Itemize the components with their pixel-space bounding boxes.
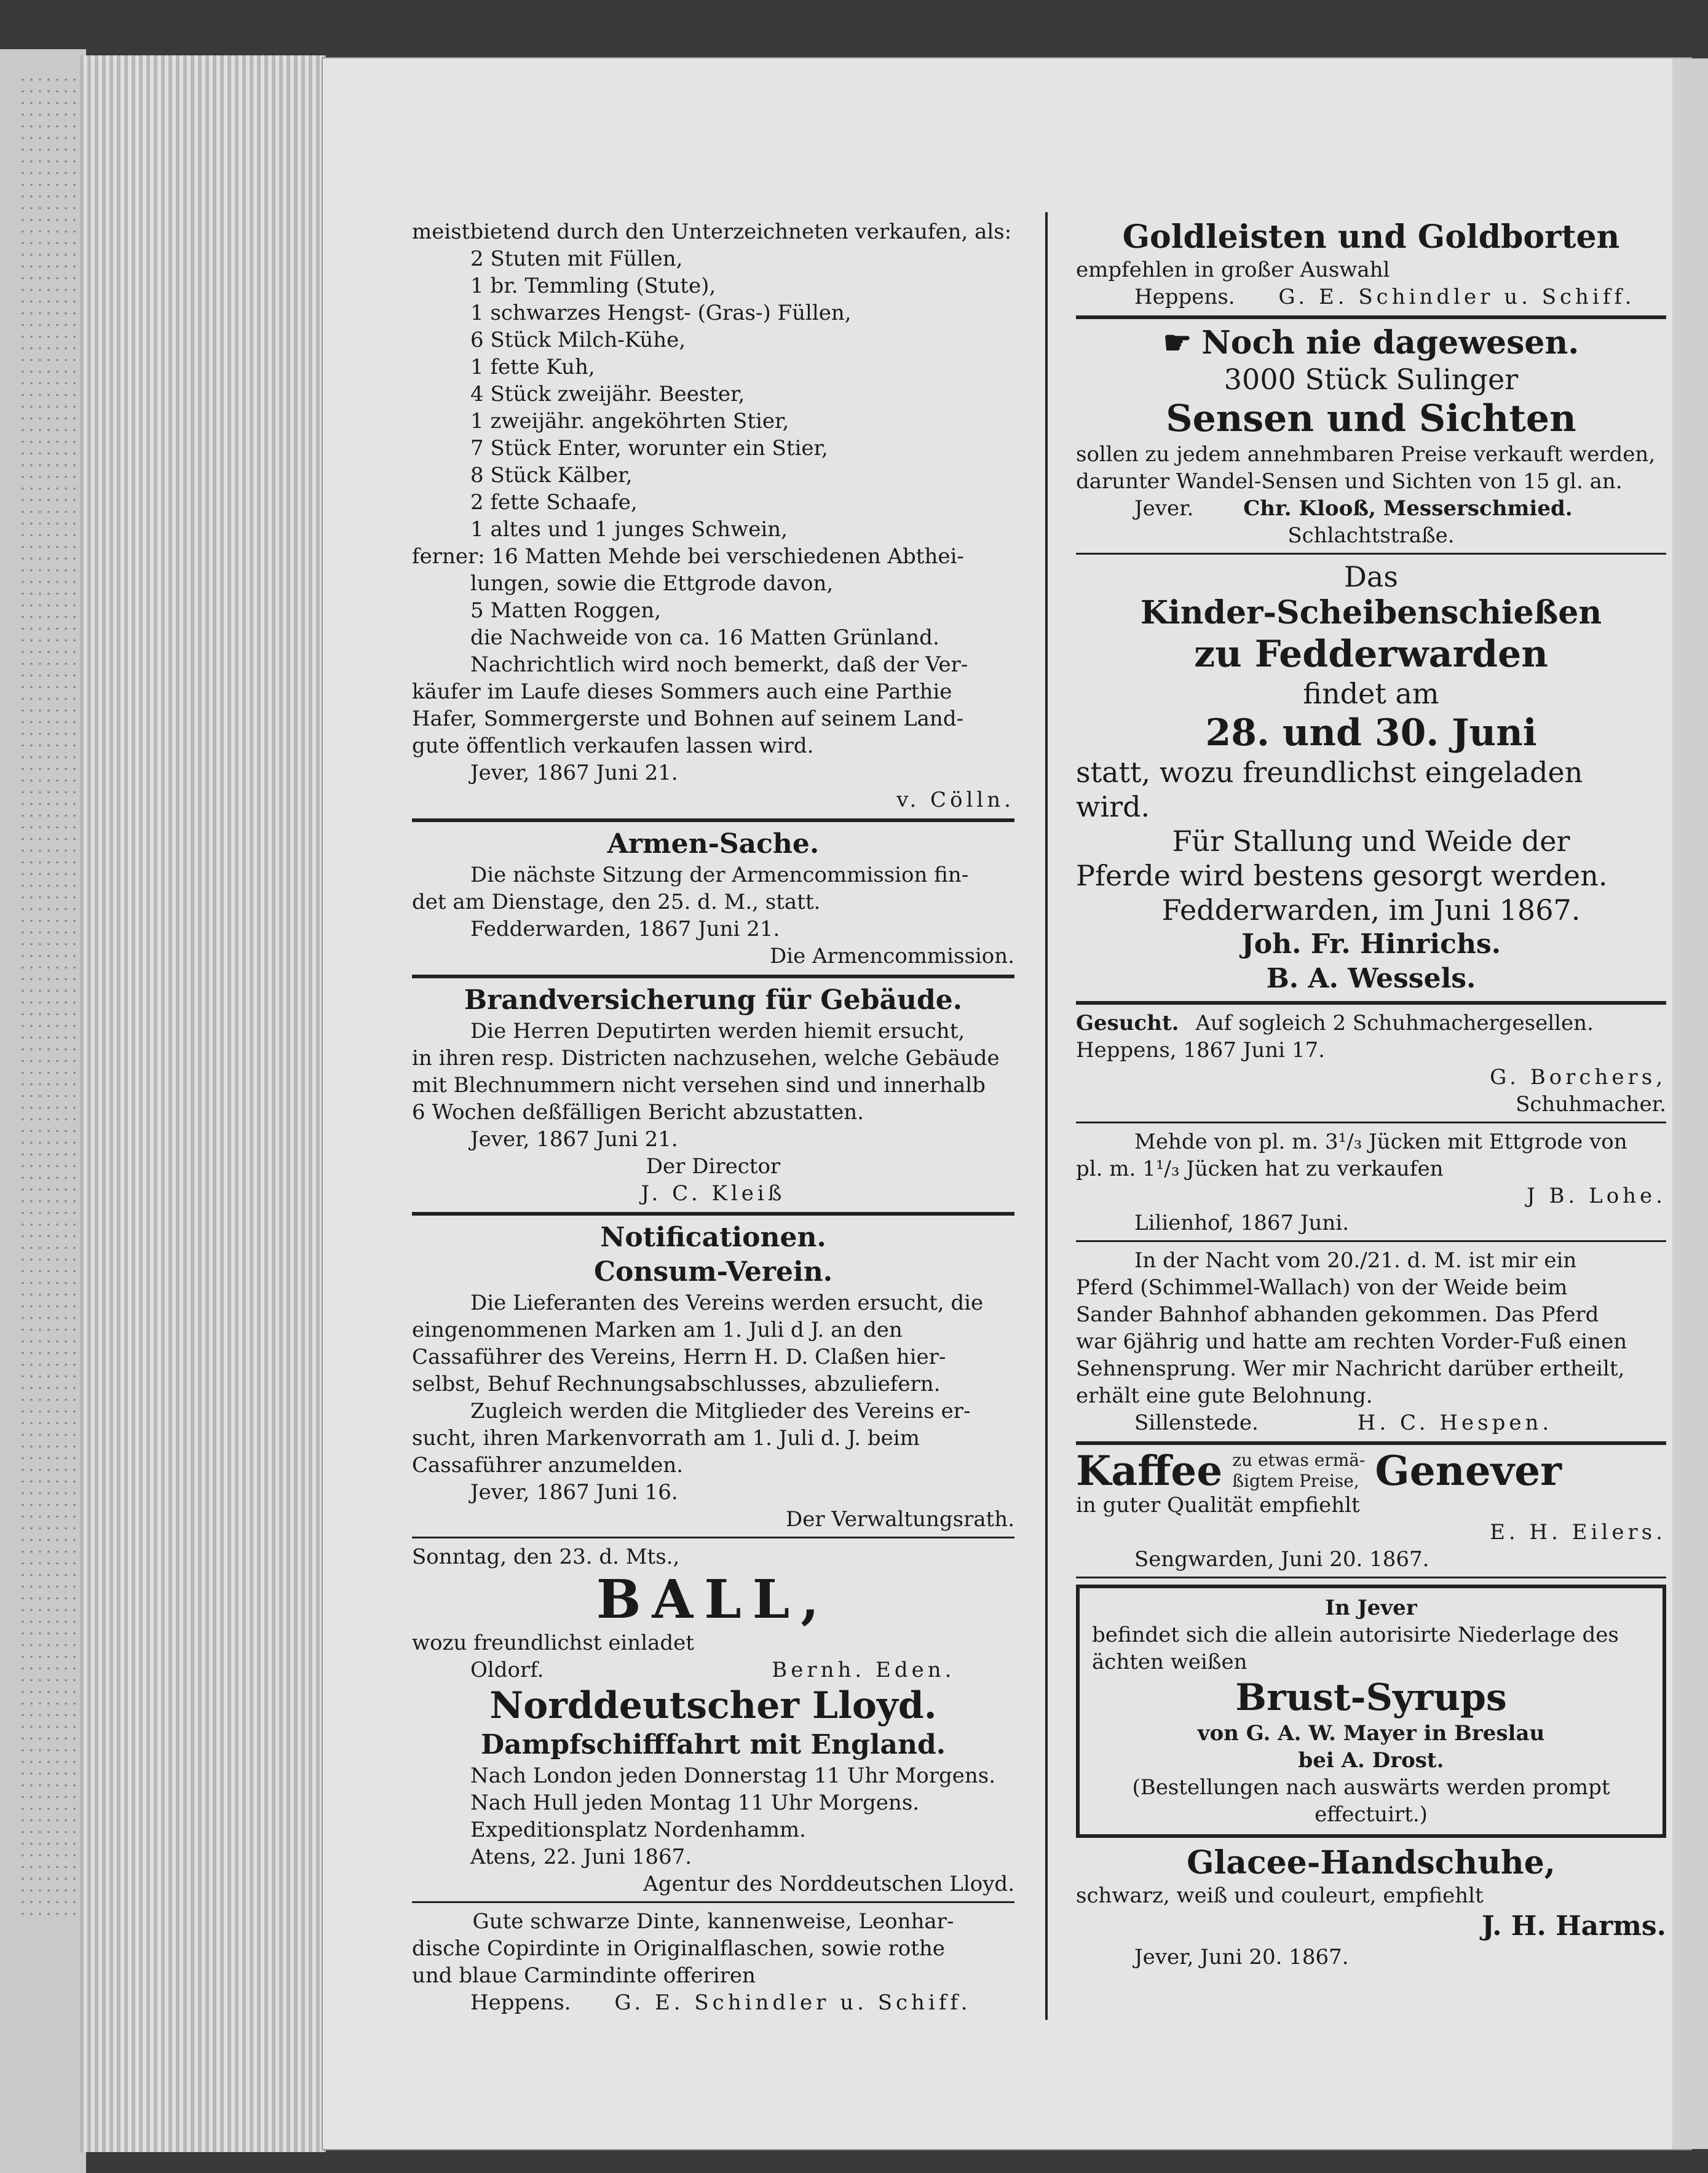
sale-date: Jever, 1867 Juni 21.	[470, 761, 678, 785]
kinder-findet: findet am	[1303, 677, 1439, 710]
sale-ferner: 5 Matten Roggen,	[470, 598, 662, 623]
right-page-edge	[1672, 58, 1708, 2149]
tinte-footer	[412, 1989, 1014, 2016]
box-big: Brust-Syrups	[1235, 1676, 1507, 1719]
sale-intro: meistbietend durch den Unterzeichneten verkaufen, als:	[412, 220, 1012, 244]
brand-text: mit Blechnummern nicht versehen sind und innerhalb	[412, 1073, 986, 1098]
box-text: befindet sich die allein autorisirte Niederlage des	[1092, 1623, 1619, 1647]
kaffee-text: in guter Qualität empfiehlt	[1076, 1493, 1360, 1518]
nie-text: sollen zu jedem annehmbaren Preise verkauft werden,	[1076, 442, 1656, 467]
sale-note: Hafer, Sommergerste und Bohnen auf seinem Land-	[412, 707, 964, 731]
pferd-place: Sillenstede.	[1134, 1411, 1259, 1435]
section-rule	[1076, 315, 1666, 319]
kaffee-middle	[1232, 1450, 1365, 1492]
pferd-footer	[1076, 1409, 1666, 1436]
section-rule	[412, 818, 1014, 822]
gesucht-date: Heppens, 1867 Juni 17.	[1076, 1038, 1325, 1063]
sale-item: 1 zweijähr. angeköhrten Stier,	[470, 409, 789, 433]
sale-item: 1 schwarzes Hengst- (Gras-) Füllen,	[470, 301, 852, 325]
consum-title: Consum-Verein.	[593, 1256, 833, 1288]
kinder-signature: B. A. Wessels.	[1266, 963, 1476, 994]
mehde-date: Lilienhof, 1867 Juni.	[1134, 1211, 1350, 1235]
gesucht-label: Gesucht.	[1076, 1011, 1179, 1035]
sale-item: 1 altes und 1 junges Schwein,	[470, 517, 788, 542]
consum-text: Die Lieferanten des Vereins werden ersucht, die	[470, 1291, 984, 1315]
notif-title: Notificationen.	[600, 1222, 826, 1253]
sale-item: 6 Stück Milch-Kühe,	[470, 328, 686, 352]
brand-sign-title: Der Director	[646, 1154, 781, 1179]
pferd-line: Sander Bahnhof abhanden gekommen. Das Pferd	[1076, 1302, 1599, 1327]
nie-big: Sensen und Sichten	[1166, 397, 1576, 440]
mehde-line: pl. m. 1¹/₃ Jücken hat zu verkaufen	[1076, 1157, 1444, 1181]
kinder-date: 28. und 30. Juni	[1205, 711, 1537, 754]
gesucht-trade: Schuhmacher.	[1516, 1092, 1666, 1117]
gold-text: empfehlen in großer Auswahl	[1076, 258, 1390, 282]
ball-date: Sonntag, den 23. d. Mts.,	[412, 1545, 680, 1569]
syrup-advert-box	[1076, 1585, 1666, 1838]
right-column	[1076, 218, 1666, 1971]
armen-text: Die nächste Sitzung der Armencommission fin-	[470, 863, 969, 887]
sale-item: 1 br. Temmling (Stute),	[470, 274, 716, 298]
sale-note: Nachrichtlich wird noch bemerkt, daß der Ver-	[470, 652, 968, 677]
section-rule	[412, 975, 1014, 978]
sale-item: 2 fette Schaafe,	[470, 490, 638, 515]
box-from: von G. A. W. Mayer in Breslau	[1197, 1721, 1545, 1746]
gesucht-row	[1076, 1010, 1666, 1037]
nie-signature: Chr. Klooß, Messerschmied.	[1243, 496, 1573, 521]
brand-date: Jever, 1867 Juni 21.	[470, 1127, 678, 1152]
tinte-signature: G. E. Schindler u. Schiff.	[614, 1990, 971, 2015]
section-rule	[1076, 553, 1666, 555]
kaffee-word: Kaffee	[1076, 1447, 1223, 1495]
kinder-signature: Joh. Fr. Hinrichs.	[1241, 928, 1501, 960]
gold-footer	[1076, 283, 1666, 311]
ball-signature: Bernh. Eden.	[772, 1658, 955, 1682]
consum-signature: Der Verwaltungsrath.	[785, 1507, 1014, 1532]
section-rule	[1076, 1441, 1666, 1445]
kinder-das: Das	[1344, 560, 1398, 593]
kaffee-middle-line: ßigtem Preise,	[1232, 1471, 1359, 1491]
sale-item: 8 Stück Kälber,	[470, 463, 633, 488]
sale-note: käufer im Laufe dieses Sommers auch eine Parthie	[412, 679, 952, 704]
section-rule	[1076, 1240, 1666, 1242]
box-title: In Jever	[1325, 1596, 1417, 1620]
kinder-place: zu Fedderwarden	[1194, 633, 1548, 676]
consum-text: selbst, Behuf Rechnungsabschlusses, abzuliefern.	[412, 1372, 941, 1396]
sale-item: 2 Stuten mit Füllen,	[470, 247, 683, 271]
gold-place: Heppens.	[1134, 285, 1235, 309]
genever-word: Genever	[1375, 1447, 1562, 1495]
nie-footer	[1076, 495, 1666, 522]
ball-title: BALL,	[596, 1569, 831, 1631]
tinte-line: Gute schwarze Dinte, kannenweise, Leonhar-	[472, 1909, 954, 1934]
kinder-text: Für Stallung und Weide der	[1172, 825, 1570, 858]
sale-signature: v. Cölln.	[896, 788, 1014, 812]
brand-text: in ihren resp. Districten nachzusehen, welche Gebäude	[412, 1046, 1000, 1071]
consum-text: eingenommenen Marken am 1. Juli d J. an den	[412, 1318, 903, 1342]
pferd-line: erhält eine gute Belohnung.	[1076, 1383, 1373, 1408]
kaffee-header	[1076, 1447, 1666, 1495]
ball-invite: wozu freundlichst einladet	[412, 1631, 694, 1655]
sale-ferner: ferner: 16 Matten Mehde bei verschiedenen Abthei-	[412, 544, 964, 569]
kaffee-middle-line: zu etwas ermä-	[1232, 1450, 1366, 1470]
tinte-line: und blaue Carmindinte offeriren	[412, 1963, 756, 1988]
mehde-signature: J B. Lohe.	[1527, 1184, 1666, 1208]
lloyd-subtitle: Dampfschifffahrt mit England.	[480, 1729, 946, 1760]
tinte-place: Heppens.	[470, 1990, 571, 2015]
brand-signature: J. C. Kleiß	[641, 1181, 786, 1206]
sale-item: 4 Stück zweijähr. Beester,	[470, 382, 745, 406]
glace-signature: J. H. Harms.	[1481, 1910, 1666, 1942]
ball-place: Oldorf.	[470, 1658, 544, 1682]
armen-title: Armen-Sache.	[607, 828, 820, 860]
ball-footer	[412, 1656, 1014, 1684]
kinder-text: wird.	[1076, 790, 1150, 823]
section-rule	[412, 1537, 1014, 1538]
box-text: ächten weißen	[1092, 1650, 1247, 1674]
tinte-line: dische Copirdinte in Originalflaschen, sowie rothe	[412, 1936, 945, 1961]
section-rule	[1076, 1577, 1666, 1578]
pferd-signature: H. C. Hespen.	[1357, 1411, 1553, 1435]
sale-ferner: die Nachweide von ca. 16 Matten Grünland.	[470, 625, 939, 650]
page-stack	[80, 55, 326, 2152]
glace-title: Glacee-Handschuhe,	[1187, 1844, 1556, 1882]
section-rule	[1076, 1001, 1666, 1005]
sale-item: 1 fette Kuh,	[470, 355, 595, 379]
consum-text: sucht, ihren Markenvorrath am 1. Juli d. J. beim	[412, 1426, 920, 1451]
gold-title: Goldleisten und Goldborten	[1122, 218, 1620, 256]
brand-text: 6 Wochen deßfälligen Bericht abzustatten.	[412, 1100, 864, 1125]
box-bei: bei A. Drost.	[1298, 1748, 1444, 1773]
gold-signature: G. E. Schindler u. Schiff.	[1278, 285, 1635, 309]
nie-subtitle: 3000 Stück Sulinger	[1224, 363, 1519, 396]
pferd-line: Sehnensprung. Wer mir Nachricht darüber ertheilt,	[1076, 1356, 1625, 1381]
pferd-line: In der Nacht vom 20./21. d. M. ist mir ein	[1134, 1248, 1577, 1273]
armen-date: Fedderwarden, 1867 Juni 21.	[470, 917, 780, 941]
kinder-title: Kinder-Scheibenschießen	[1140, 594, 1602, 631]
lloyd-line: Nach Hull jeden Montag 11 Uhr Morgens.	[470, 1791, 920, 1815]
armen-text: det am Dienstage, den 25. d. M., statt.	[412, 890, 821, 914]
lloyd-date: Atens, 22. Juni 1867.	[470, 1845, 692, 1869]
sale-note: gute öffentlich verkaufen lassen wird.	[412, 734, 814, 758]
kaffee-signature: E. H. Eilers.	[1490, 1520, 1666, 1545]
pferd-line: war 6jährig und hatte am rechten Vorder-Fuß einen	[1076, 1329, 1627, 1354]
glace-date: Jever, Juni 20. 1867.	[1134, 1945, 1349, 1969]
mehde-line: Mehde von pl. m. 3¹/₃ Jücken mit Ettgrode von	[1134, 1130, 1627, 1154]
section-rule	[1076, 1122, 1666, 1123]
consum-date: Jever, 1867 Juni 16.	[470, 1480, 678, 1505]
armen-signature: Die Armencommission.	[770, 944, 1014, 968]
sale-ferner: lungen, sowie die Ettgrode davon,	[470, 571, 834, 596]
consum-text: Cassaführer anzumelden.	[412, 1453, 684, 1478]
box-note: effectuirt.)	[1315, 1802, 1428, 1827]
brand-title: Brandversicherung für Gebäude.	[464, 984, 963, 1016]
nie-title-row	[1076, 324, 1666, 362]
brand-text: Die Herren Deputirten werden hiemit ersucht,	[470, 1019, 965, 1043]
consum-text: Zugleich werden die Mitglieder des Vereins er-	[470, 1399, 971, 1423]
column-divider	[1045, 212, 1048, 2020]
left-column	[412, 218, 1014, 2016]
nie-text: darunter Wandel-Sensen und Sichten von 15 gl. an.	[1076, 469, 1623, 494]
sale-item: 7 Stück Enter, worunter ein Stier,	[470, 436, 828, 461]
consum-text: Cassaführer des Vereins, Herrn H. D. Claßen hier-	[412, 1345, 946, 1369]
nie-place: Jever.	[1134, 496, 1194, 521]
gesucht-signature: G. Borchers,	[1490, 1065, 1666, 1090]
pferd-line: Pferd (Schimmel-Wallach) von der Weide beim	[1076, 1275, 1568, 1300]
pointing-hand-icon: ☛	[1163, 324, 1192, 362]
section-rule	[412, 1901, 1014, 1903]
kinder-text: statt, wozu freundlichst eingeladen	[1076, 756, 1583, 789]
kinder-text: Fedderwarden, im Juni 1867.	[1161, 893, 1581, 927]
nie-title: Noch nie dagewesen.	[1201, 324, 1580, 362]
kaffee-date: Sengwarden, Juni 20. 1867.	[1134, 1547, 1429, 1572]
binding-speckle-texture	[18, 74, 80, 1918]
section-rule	[412, 1212, 1014, 1216]
kinder-text: Pferde wird bestens gesorgt werden.	[1076, 859, 1608, 892]
lloyd-line: Nach London jeden Donnerstag 11 Uhr Morgens.	[470, 1763, 996, 1788]
glace-text: schwarz, weiß und couleurt, empfiehlt	[1076, 1883, 1484, 1908]
lloyd-title: Norddeutscher Lloyd.	[489, 1684, 937, 1727]
box-note: (Bestellungen nach auswärts werden prompt	[1132, 1775, 1610, 1800]
nie-street: Schlachtstraße.	[1287, 523, 1455, 548]
lloyd-line: Expeditionsplatz Nordenhamm.	[470, 1818, 806, 1842]
gesucht-text: Auf sogleich 2 Schuhmachergesellen.	[1195, 1011, 1594, 1035]
lloyd-signature: Agentur des Norddeutschen Lloyd.	[643, 1872, 1014, 1896]
